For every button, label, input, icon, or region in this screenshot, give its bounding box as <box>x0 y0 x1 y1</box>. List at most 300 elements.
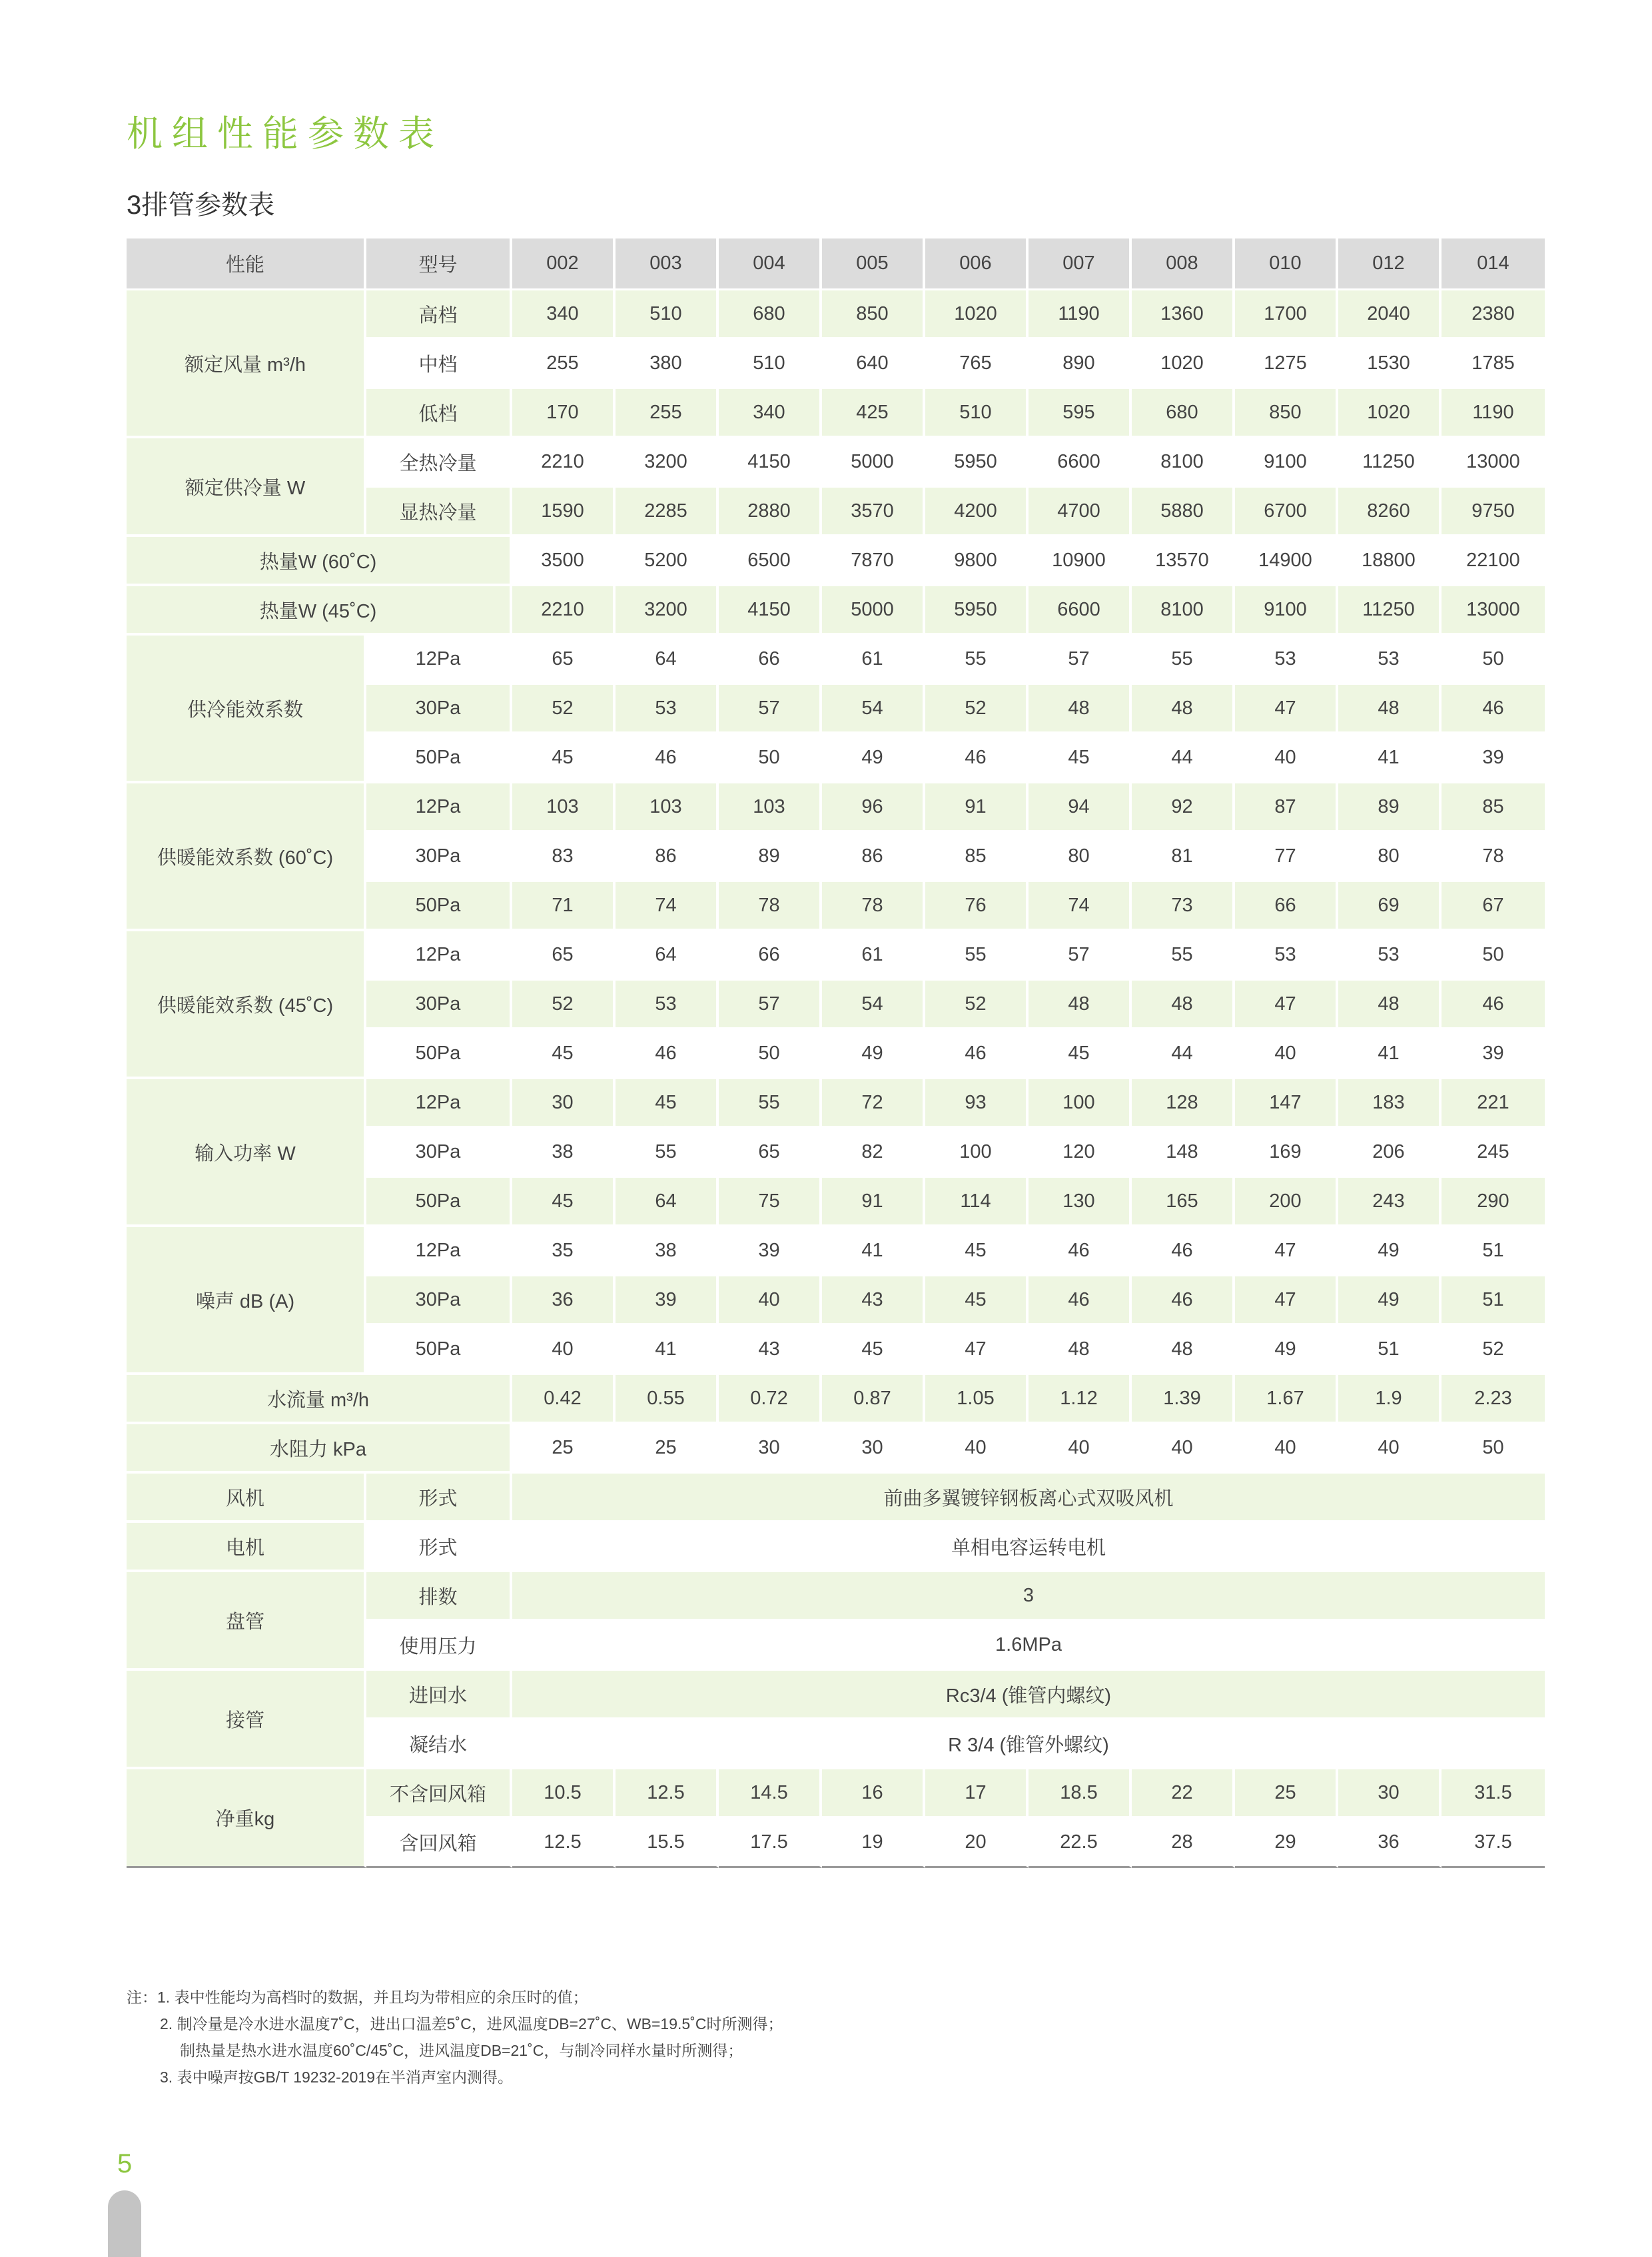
value-cell: 120 <box>1029 1128 1132 1178</box>
value-cell: 50 <box>1442 636 1545 685</box>
value-cell: 67 <box>1442 882 1545 931</box>
value-cell: 30 <box>512 1079 616 1128</box>
table-row <box>127 1474 1545 1523</box>
value-cell: 51 <box>1442 1227 1545 1276</box>
value-cell: 37.5 <box>1442 1819 1545 1868</box>
value-cell: 40 <box>1235 1424 1338 1474</box>
row-group-label: 电机 <box>127 1523 366 1572</box>
value-cell: 1275 <box>1235 340 1338 389</box>
row-group-label: 额定风量 m³/h <box>127 290 366 438</box>
value-cell: 41 <box>616 1326 719 1375</box>
value-cell: 52 <box>512 685 616 734</box>
value-cell: 40 <box>512 1326 616 1375</box>
row-sub-label: 30Pa <box>366 981 512 1030</box>
value-cell: 86 <box>616 833 719 882</box>
note-line: 2. 制冷量是冷水进水温度7˚C，进出口温差5˚C，进风温度DB=27˚C、WB=19.5˚C时所测得； <box>160 2015 783 2032</box>
value-cell: 57 <box>719 685 822 734</box>
value-cell: 20 <box>925 1819 1029 1868</box>
value-cell: 45 <box>512 1178 616 1227</box>
row-sub-label: 12Pa <box>366 1079 512 1128</box>
table-row <box>127 238 1545 290</box>
value-cell: 1.9 <box>1338 1375 1442 1424</box>
parameter-table <box>127 238 1545 1868</box>
value-cell: 74 <box>1029 882 1132 931</box>
value-cell: 25 <box>616 1424 719 1474</box>
value-cell: 1360 <box>1132 290 1235 340</box>
value-cell: 53 <box>1235 931 1338 981</box>
value-cell: 36 <box>1338 1819 1442 1868</box>
value-cell: 50 <box>1442 1424 1545 1474</box>
value-cell: 15.5 <box>616 1819 719 1868</box>
value-cell: 50 <box>719 1030 822 1079</box>
row-label: 热量W (60˚C) <box>127 537 512 586</box>
value-cell: 22 <box>1132 1769 1235 1819</box>
value-cell: 3200 <box>616 438 719 488</box>
value-cell: 82 <box>822 1128 925 1178</box>
value-cell: 66 <box>719 636 822 685</box>
value-cell: 49 <box>1235 1326 1338 1375</box>
value-cell: 89 <box>1338 783 1442 833</box>
row-sub-label: 中档 <box>366 340 512 389</box>
value-cell: 49 <box>822 1030 925 1079</box>
value-cell: 76 <box>925 882 1029 931</box>
value-cell: 40 <box>719 1276 822 1326</box>
table-row <box>127 931 1545 981</box>
value-cell: 55 <box>1132 931 1235 981</box>
value-cell: 170 <box>512 389 616 438</box>
value-cell: 48 <box>1132 685 1235 734</box>
value-cell: 89 <box>719 833 822 882</box>
value-cell: 77 <box>1235 833 1338 882</box>
value-cell: 680 <box>1132 389 1235 438</box>
value-cell: 46 <box>925 734 1029 783</box>
table-row <box>127 783 1545 833</box>
value-cell: 22.5 <box>1029 1819 1132 1868</box>
value-cell: 13570 <box>1132 537 1235 586</box>
value-cell: 8100 <box>1132 438 1235 488</box>
value-cell: 85 <box>1442 783 1545 833</box>
row-group-label: 盘管 <box>127 1572 366 1671</box>
value-cell: 6700 <box>1235 488 1338 537</box>
value-cell: 52 <box>512 981 616 1030</box>
value-cell: 340 <box>512 290 616 340</box>
table-row <box>127 290 1545 340</box>
value-cell: 1190 <box>1442 389 1545 438</box>
value-cell: 91 <box>925 783 1029 833</box>
value-cell: 4150 <box>719 438 822 488</box>
value-cell: 850 <box>822 290 925 340</box>
value-cell: 52 <box>925 685 1029 734</box>
value-cell: 40 <box>1338 1424 1442 1474</box>
value-cell: 39 <box>1442 1030 1545 1079</box>
value-cell: 14900 <box>1235 537 1338 586</box>
row-sub-label: 含回风箱 <box>366 1819 512 1868</box>
value-cell: 30 <box>1338 1769 1442 1819</box>
value-cell: 103 <box>719 783 822 833</box>
value-cell: 890 <box>1029 340 1132 389</box>
value-cell: 65 <box>512 636 616 685</box>
row-sub-label: 50Pa <box>366 1326 512 1375</box>
value-cell: 9100 <box>1235 586 1338 636</box>
value-cell: 510 <box>616 290 719 340</box>
value-cell: 0.42 <box>512 1375 616 1424</box>
value-cell: 78 <box>822 882 925 931</box>
value-cell: 41 <box>822 1227 925 1276</box>
value-cell: 100 <box>925 1128 1029 1178</box>
value-cell: 55 <box>1132 636 1235 685</box>
value-cell: 53 <box>1235 636 1338 685</box>
value-cell: 48 <box>1132 1326 1235 1375</box>
value-cell: 22100 <box>1442 537 1545 586</box>
value-cell: 87 <box>1235 783 1338 833</box>
value-cell: 2380 <box>1442 290 1545 340</box>
header-model-code: 012 <box>1338 238 1442 290</box>
value-cell: 850 <box>1235 389 1338 438</box>
header-model-code: 010 <box>1235 238 1338 290</box>
value-cell: 255 <box>512 340 616 389</box>
row-sub-label: 30Pa <box>366 685 512 734</box>
value-cell: 2210 <box>512 586 616 636</box>
value-cell: 46 <box>616 1030 719 1079</box>
value-cell: 51 <box>1338 1326 1442 1375</box>
value-cell: 18800 <box>1338 537 1442 586</box>
value-cell: 103 <box>512 783 616 833</box>
value-cell: 2.23 <box>1442 1375 1545 1424</box>
value-cell: 80 <box>1338 833 1442 882</box>
note-line: 3. 表中噪声按GB/T 19232-2019在半消声室内测得。 <box>160 2068 513 2086</box>
value-cell: 46 <box>1029 1227 1132 1276</box>
merged-value-cell: R 3/4 (锥管外螺纹) <box>512 1720 1545 1769</box>
value-cell: 1020 <box>1132 340 1235 389</box>
value-cell: 9750 <box>1442 488 1545 537</box>
value-cell: 45 <box>512 1030 616 1079</box>
value-cell: 92 <box>1132 783 1235 833</box>
page-number: 5 <box>117 2149 133 2178</box>
table-row <box>127 1227 1545 1276</box>
value-cell: 47 <box>1235 685 1338 734</box>
value-cell: 46 <box>925 1030 1029 1079</box>
value-cell: 45 <box>1029 1030 1132 1079</box>
value-cell: 130 <box>1029 1178 1132 1227</box>
value-cell: 1.12 <box>1029 1375 1132 1424</box>
value-cell: 5880 <box>1132 488 1235 537</box>
value-cell: 47 <box>1235 1227 1338 1276</box>
table-row <box>127 586 1545 636</box>
value-cell: 510 <box>719 340 822 389</box>
value-cell: 66 <box>719 931 822 981</box>
value-cell: 16 <box>822 1769 925 1819</box>
value-cell: 1.05 <box>925 1375 1029 1424</box>
row-sub-label: 50Pa <box>366 1030 512 1079</box>
value-cell: 10.5 <box>512 1769 616 1819</box>
value-cell: 64 <box>616 931 719 981</box>
row-sub-label: 低档 <box>366 389 512 438</box>
value-cell: 1700 <box>1235 290 1338 340</box>
page-title: 机组性能参数表 <box>127 114 444 154</box>
header-model-code: 006 <box>925 238 1029 290</box>
value-cell: 57 <box>1029 636 1132 685</box>
value-cell: 31.5 <box>1442 1769 1545 1819</box>
value-cell: 0.72 <box>719 1375 822 1424</box>
value-cell: 53 <box>1338 636 1442 685</box>
value-cell: 765 <box>925 340 1029 389</box>
value-cell: 4200 <box>925 488 1029 537</box>
value-cell: 1020 <box>1338 389 1442 438</box>
value-cell: 61 <box>822 931 925 981</box>
value-cell: 39 <box>616 1276 719 1326</box>
value-cell: 510 <box>925 389 1029 438</box>
table-row <box>127 1079 1545 1128</box>
value-cell: 30 <box>822 1424 925 1474</box>
value-cell: 25 <box>1235 1769 1338 1819</box>
row-sub-label: 50Pa <box>366 734 512 783</box>
value-cell: 13000 <box>1442 586 1545 636</box>
table-row <box>127 636 1545 685</box>
row-sub-label: 30Pa <box>366 1128 512 1178</box>
value-cell: 17.5 <box>719 1819 822 1868</box>
value-cell: 28 <box>1132 1819 1235 1868</box>
value-cell: 54 <box>822 981 925 1030</box>
row-group-label: 供冷能效系数 <box>127 636 366 783</box>
value-cell: 183 <box>1338 1079 1442 1128</box>
value-cell: 50 <box>1442 931 1545 981</box>
row-sub-label: 全热冷量 <box>366 438 512 488</box>
value-cell: 47 <box>925 1326 1029 1375</box>
value-cell: 1530 <box>1338 340 1442 389</box>
value-cell: 1190 <box>1029 290 1132 340</box>
value-cell: 46 <box>1132 1276 1235 1326</box>
merged-value-cell: Rc3/4 (锥管内螺纹) <box>512 1671 1545 1720</box>
value-cell: 40 <box>1235 734 1338 783</box>
note-line: 注：1. 表中性能均为高档时的数据，并且均为带相应的余压时的值； <box>127 1989 588 2006</box>
row-sub-label: 12Pa <box>366 636 512 685</box>
value-cell: 94 <box>1029 783 1132 833</box>
value-cell: 43 <box>719 1326 822 1375</box>
value-cell: 0.55 <box>616 1375 719 1424</box>
value-cell: 45 <box>616 1079 719 1128</box>
value-cell: 13000 <box>1442 438 1545 488</box>
page-tab-decoration <box>108 2190 141 2257</box>
value-cell: 64 <box>616 636 719 685</box>
row-sub-label: 12Pa <box>366 1227 512 1276</box>
value-cell: 46 <box>616 734 719 783</box>
value-cell: 43 <box>822 1276 925 1326</box>
row-group-label: 净重kg <box>127 1769 366 1868</box>
value-cell: 255 <box>616 389 719 438</box>
value-cell: 47 <box>1235 981 1338 1030</box>
value-cell: 69 <box>1338 882 1442 931</box>
value-cell: 11250 <box>1338 438 1442 488</box>
value-cell: 103 <box>616 783 719 833</box>
value-cell: 1.67 <box>1235 1375 1338 1424</box>
value-cell: 165 <box>1132 1178 1235 1227</box>
row-group-label: 风机 <box>127 1474 366 1523</box>
value-cell: 55 <box>925 931 1029 981</box>
footnotes <box>127 1984 783 2090</box>
value-cell: 52 <box>1442 1326 1545 1375</box>
value-cell: 5950 <box>925 586 1029 636</box>
value-cell: 46 <box>1442 981 1545 1030</box>
row-sub-label: 30Pa <box>366 1276 512 1326</box>
value-cell: 4700 <box>1029 488 1132 537</box>
row-label: 热量W (45˚C) <box>127 586 512 636</box>
value-cell: 96 <box>822 783 925 833</box>
value-cell: 45 <box>925 1227 1029 1276</box>
value-cell: 1785 <box>1442 340 1545 389</box>
value-cell: 48 <box>1338 981 1442 1030</box>
value-cell: 595 <box>1029 389 1132 438</box>
header-model-code: 004 <box>719 238 822 290</box>
value-cell: 128 <box>1132 1079 1235 1128</box>
value-cell: 100 <box>1029 1079 1132 1128</box>
row-group-label: 输入功率 W <box>127 1079 366 1227</box>
merged-value-cell: 前曲多翼镀锌钢板离心式双吸风机 <box>512 1474 1545 1523</box>
value-cell: 53 <box>616 685 719 734</box>
value-cell: 2040 <box>1338 290 1442 340</box>
value-cell: 36 <box>512 1276 616 1326</box>
value-cell: 65 <box>512 931 616 981</box>
value-cell: 3200 <box>616 586 719 636</box>
value-cell: 45 <box>822 1326 925 1375</box>
value-cell: 29 <box>1235 1819 1338 1868</box>
value-cell: 340 <box>719 389 822 438</box>
value-cell: 1.39 <box>1132 1375 1235 1424</box>
table-row <box>127 1424 1545 1474</box>
row-label: 水阻力 kPa <box>127 1424 512 1474</box>
row-group-label: 供暖能效系数 (60˚C) <box>127 783 366 931</box>
row-sub-label: 50Pa <box>366 1178 512 1227</box>
row-sub-label: 12Pa <box>366 783 512 833</box>
header-model-code: 002 <box>512 238 616 290</box>
value-cell: 8100 <box>1132 586 1235 636</box>
value-cell: 48 <box>1338 685 1442 734</box>
value-cell: 46 <box>1029 1276 1132 1326</box>
header-model-code: 007 <box>1029 238 1132 290</box>
value-cell: 74 <box>616 882 719 931</box>
row-sub-label: 凝结水 <box>366 1720 512 1769</box>
value-cell: 39 <box>1442 734 1545 783</box>
value-cell: 85 <box>925 833 1029 882</box>
value-cell: 48 <box>1029 981 1132 1030</box>
value-cell: 46 <box>1442 685 1545 734</box>
value-cell: 2210 <box>512 438 616 488</box>
value-cell: 221 <box>1442 1079 1545 1128</box>
value-cell: 49 <box>1338 1227 1442 1276</box>
value-cell: 86 <box>822 833 925 882</box>
value-cell: 65 <box>719 1128 822 1178</box>
row-group-label: 接管 <box>127 1671 366 1769</box>
value-cell: 6500 <box>719 537 822 586</box>
value-cell: 680 <box>719 290 822 340</box>
value-cell: 243 <box>1338 1178 1442 1227</box>
value-cell: 290 <box>1442 1178 1545 1227</box>
value-cell: 72 <box>822 1079 925 1128</box>
value-cell: 2285 <box>616 488 719 537</box>
table-row <box>127 537 1545 586</box>
row-label: 水流量 m³/h <box>127 1375 512 1424</box>
value-cell: 71 <box>512 882 616 931</box>
row-sub-label: 高档 <box>366 290 512 340</box>
value-cell: 57 <box>719 981 822 1030</box>
value-cell: 81 <box>1132 833 1235 882</box>
header-model-code: 003 <box>616 238 719 290</box>
value-cell: 114 <box>925 1178 1029 1227</box>
table-row <box>127 438 1545 488</box>
value-cell: 148 <box>1132 1128 1235 1178</box>
value-cell: 18.5 <box>1029 1769 1132 1819</box>
value-cell: 9100 <box>1235 438 1338 488</box>
value-cell: 40 <box>1132 1424 1235 1474</box>
value-cell: 78 <box>719 882 822 931</box>
value-cell: 4150 <box>719 586 822 636</box>
value-cell: 39 <box>719 1227 822 1276</box>
value-cell: 35 <box>512 1227 616 1276</box>
value-cell: 11250 <box>1338 586 1442 636</box>
value-cell: 40 <box>925 1424 1029 1474</box>
table-row <box>127 1572 1545 1621</box>
value-cell: 78 <box>1442 833 1545 882</box>
table-row <box>127 1523 1545 1572</box>
row-group-label: 供暖能效系数 (45˚C) <box>127 931 366 1079</box>
value-cell: 52 <box>925 981 1029 1030</box>
value-cell: 49 <box>822 734 925 783</box>
value-cell: 53 <box>616 981 719 1030</box>
row-sub-label: 形式 <box>366 1474 512 1523</box>
header-model-code: 014 <box>1442 238 1545 290</box>
value-cell: 48 <box>1029 1326 1132 1375</box>
value-cell: 49 <box>1338 1276 1442 1326</box>
value-cell: 38 <box>512 1128 616 1178</box>
header-model-code: 008 <box>1132 238 1235 290</box>
value-cell: 5200 <box>616 537 719 586</box>
value-cell: 80 <box>1029 833 1132 882</box>
header-model: 型号 <box>366 238 512 290</box>
value-cell: 425 <box>822 389 925 438</box>
value-cell: 41 <box>1338 734 1442 783</box>
value-cell: 54 <box>822 685 925 734</box>
value-cell: 10900 <box>1029 537 1132 586</box>
value-cell: 48 <box>1029 685 1132 734</box>
merged-value-cell: 3 <box>512 1572 1545 1621</box>
value-cell: 57 <box>1029 931 1132 981</box>
value-cell: 5950 <box>925 438 1029 488</box>
value-cell: 46 <box>1132 1227 1235 1276</box>
value-cell: 2880 <box>719 488 822 537</box>
row-sub-label: 进回水 <box>366 1671 512 1720</box>
value-cell: 93 <box>925 1079 1029 1128</box>
value-cell: 6600 <box>1029 586 1132 636</box>
value-cell: 5000 <box>822 586 925 636</box>
value-cell: 45 <box>512 734 616 783</box>
value-cell: 380 <box>616 340 719 389</box>
merged-value-cell: 单相电容运转电机 <box>512 1523 1545 1572</box>
table-row <box>127 1769 1545 1819</box>
value-cell: 64 <box>616 1178 719 1227</box>
table-row <box>127 1671 1545 1720</box>
row-sub-label: 形式 <box>366 1523 512 1572</box>
row-group-label: 噪声 dB (A) <box>127 1227 366 1375</box>
value-cell: 12.5 <box>616 1769 719 1819</box>
value-cell: 53 <box>1338 931 1442 981</box>
value-cell: 1590 <box>512 488 616 537</box>
row-sub-label: 12Pa <box>366 931 512 981</box>
value-cell: 147 <box>1235 1079 1338 1128</box>
value-cell: 25 <box>512 1424 616 1474</box>
value-cell: 66 <box>1235 882 1338 931</box>
value-cell: 1020 <box>925 290 1029 340</box>
row-sub-label: 30Pa <box>366 833 512 882</box>
value-cell: 44 <box>1132 734 1235 783</box>
